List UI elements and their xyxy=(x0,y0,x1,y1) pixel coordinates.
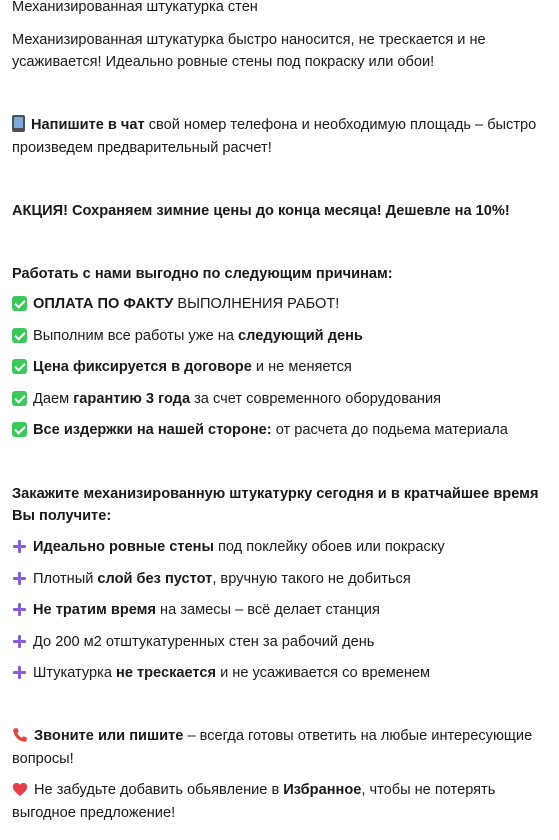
plus-icon xyxy=(12,665,27,680)
contact-text: – всегда готовы ответить на любые интересующие xyxy=(183,728,533,744)
item-text: от расчета до подьема материала xyxy=(271,422,508,438)
contact-bold: Звоните или пишите xyxy=(34,728,184,744)
contact-line-2: вопросы! xyxy=(12,751,74,767)
check-icon xyxy=(12,422,27,437)
list-item xyxy=(12,600,380,620)
item-text: на замесы – всё делает станция xyxy=(155,602,380,618)
list-item xyxy=(12,537,445,557)
mobile-phone-icon xyxy=(12,115,25,132)
item-text: и не усаживается со временем xyxy=(216,665,431,681)
item-text: под поклейку обоев или покраску xyxy=(213,539,445,555)
check-icon xyxy=(12,391,27,406)
chat-bold: Напишите в чат xyxy=(31,117,145,133)
favorite-text-2: , чтобы не потерять xyxy=(361,782,496,798)
page-title: Механизированная штукатурка стен xyxy=(12,0,258,15)
item-text: До 200 м2 отштукатуренных стен за рабочий день xyxy=(33,634,375,650)
list-item xyxy=(12,389,441,409)
item-bold: ОПЛАТА ПО ФАКТУ xyxy=(33,296,174,312)
item-text: за счет современного оборудования xyxy=(190,391,442,407)
favorite-text: Не забудьте добавить обьявление в xyxy=(34,782,284,798)
benefits-heading-2: Вы получите: xyxy=(12,508,112,524)
reasons-heading: Работать с нами выгодно по следующим причинам: xyxy=(12,266,393,282)
chat-paragraph xyxy=(12,115,536,135)
list-item xyxy=(12,294,339,314)
item-text: Выполним все работы уже на xyxy=(33,328,239,344)
item-bold: Не тратим время xyxy=(33,602,156,618)
chat-line-2: произведем предварительный расчет! xyxy=(12,140,272,156)
intro-line-2: усаживается! Идеально ровные стены под покраску или обои! xyxy=(12,54,435,70)
list-item xyxy=(12,420,508,440)
promo-text: АКЦИЯ! Сохраняем зимние цены до конца месяца! Дешевле на 10%! xyxy=(12,203,510,219)
item-text: Плотный xyxy=(33,571,98,587)
plus-icon xyxy=(12,634,27,649)
intro-line-1: Механизированная штукатурка быстро наносится, не трескается и не xyxy=(12,32,486,48)
item-bold: следующий день xyxy=(238,328,363,344)
item-text: , вручную такого не добиться xyxy=(212,571,411,587)
check-icon xyxy=(12,328,27,343)
item-text: Даем xyxy=(33,391,74,407)
item-bold: Все издержки на нашей стороне: xyxy=(33,422,272,438)
favorite-paragraph xyxy=(12,780,495,800)
item-bold: Цена фиксируется в договоре xyxy=(33,359,252,375)
check-icon xyxy=(12,296,27,311)
list-item xyxy=(12,569,411,589)
list-item xyxy=(12,663,430,683)
plus-icon xyxy=(12,602,27,617)
list-item xyxy=(12,357,352,377)
item-text: ВЫПОЛНЕНИЯ РАБОТ! xyxy=(173,296,340,312)
item-text: Штукатурка xyxy=(33,665,116,681)
contact-paragraph xyxy=(12,726,532,746)
telephone-receiver-icon xyxy=(12,727,28,743)
item-text: и не меняется xyxy=(251,359,352,375)
favorite-line-2: выгодное предложение! xyxy=(12,805,176,821)
check-icon xyxy=(12,359,27,374)
plus-icon xyxy=(12,571,27,586)
heart-icon xyxy=(12,782,28,797)
item-bold: слой без пустот xyxy=(97,571,213,587)
list-item xyxy=(12,326,363,346)
benefits-heading-1: Закажите механизированную штукатурку сегодня и в кратчайшее время xyxy=(12,486,539,502)
item-bold: не трескается xyxy=(116,665,217,681)
favorite-bold: Избранное xyxy=(283,782,362,798)
item-bold: гарантию 3 года xyxy=(73,391,191,407)
plus-icon xyxy=(12,539,27,554)
item-bold: Идеально ровные стены xyxy=(33,539,214,555)
chat-text: свой номер телефона и необходимую площадь – быстро xyxy=(144,117,537,133)
list-item xyxy=(12,632,374,652)
